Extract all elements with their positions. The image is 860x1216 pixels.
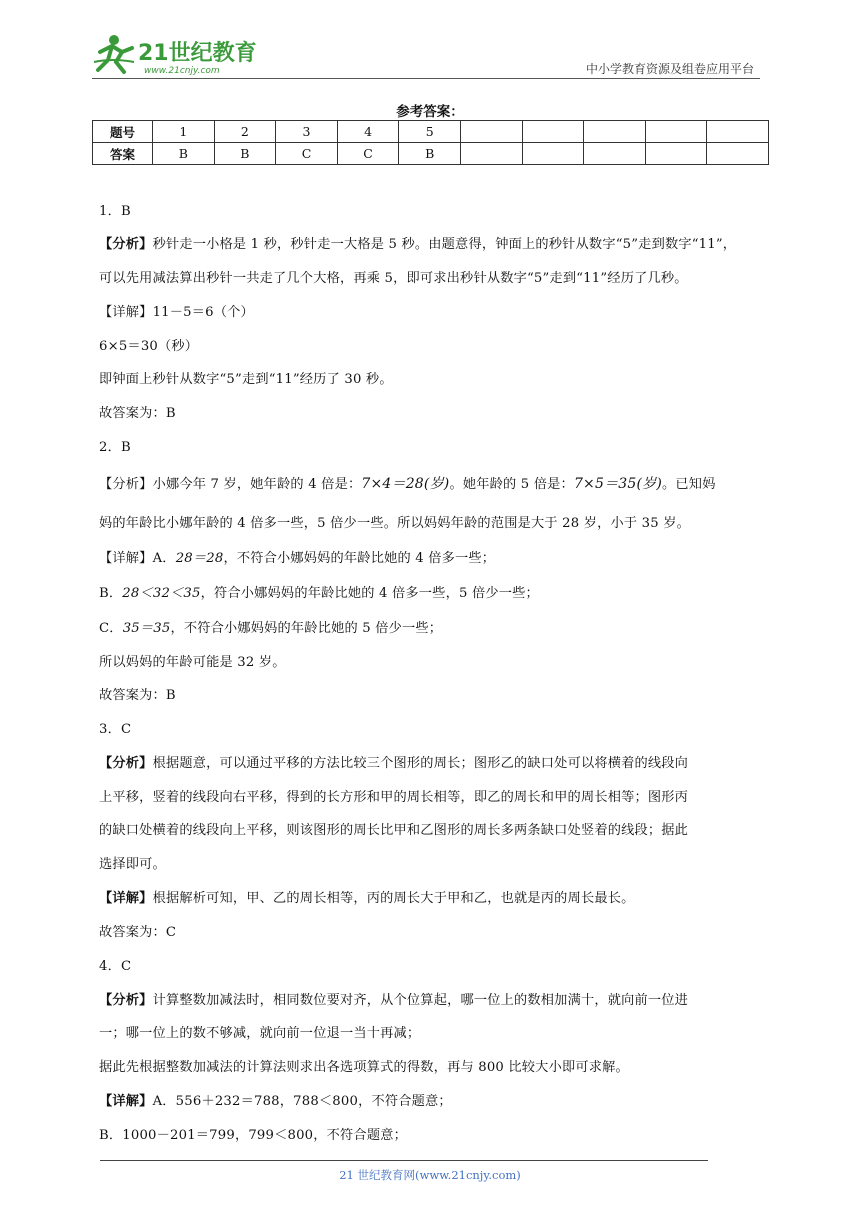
table-cell: [645, 121, 707, 143]
table-cell: [645, 143, 707, 165]
detail-text: A．556＋232＝788，788＜800，不符合题意；: [152, 1094, 452, 1109]
table-cell: B: [214, 143, 276, 165]
detail-tag: 【详解】: [99, 551, 153, 566]
row-label-answer: 答案: [93, 143, 153, 165]
q4-detail-line: [99, 1090, 452, 1109]
table-cell: [707, 121, 769, 143]
math-expression: 7×5＝35(岁): [573, 476, 663, 492]
q3-analysis-line-3: 的缺口处横着的线段向上平移，则该图形的周长比甲和乙图形的周长多两条缺口处竖着的线段；据此: [99, 823, 689, 838]
table-cell: [460, 121, 522, 143]
page-header: [92, 24, 760, 80]
math-expression: 28＝28: [175, 551, 224, 566]
detail-text: 根据解析可知，甲、乙的周长相等，丙的周长大于甲和乙，也就是丙的周长最长。: [152, 891, 635, 906]
q3-detail-line: [99, 887, 635, 906]
table-cell: [584, 121, 646, 143]
detail-text: ，符合小娜妈妈的年龄比她的 4 倍多一些，5 倍少一些；: [200, 586, 539, 601]
q2-detail-line-3: [99, 617, 442, 636]
table-cell: 1: [153, 121, 215, 143]
table-cell: C: [337, 143, 399, 165]
option-label: C．: [99, 621, 123, 636]
detail-text: 11－5＝6（个）: [152, 305, 254, 320]
analysis-text: 小娜今年 7 岁，她年龄的 4 倍是：: [152, 477, 362, 492]
q2-detail-line: [99, 547, 495, 566]
q3-analysis-line-4: 选择即可。: [99, 857, 166, 872]
q2-conclusion: 所以妈妈的年龄可能是 32 岁。: [99, 655, 286, 670]
analysis-text: 根据题意，可以通过平移的方法比较三个图形的周长；图形乙的缺口处可以将横着的线段向: [152, 756, 689, 771]
math-expression: 7×4＝28(岁): [361, 476, 450, 492]
q4-detail-line-2: B．1000－201＝799，799＜800，不符合题意；: [99, 1128, 407, 1143]
analysis-tag: 【分析】: [99, 756, 153, 771]
analysis-tag: 【分析】: [99, 237, 153, 252]
table-row: [93, 143, 769, 165]
q1-calc-line: 6×5＝30（秒）: [99, 339, 199, 354]
table-cell: 5: [399, 121, 461, 143]
logo-text: 21世纪教育: [138, 41, 257, 66]
q1-heading: 1．B: [99, 204, 131, 219]
option-label: A．: [152, 551, 176, 566]
analysis-text: 秒针走一小格是 1 秒，秒针走一大格是 5 秒。由题意得，钟面上的秒针从数字“5”走到数字“11”，: [152, 237, 737, 252]
platform-name: 中小学教育资源及组卷应用平台: [585, 62, 754, 76]
answer-table: [92, 120, 769, 165]
detail-text: ，不符合小娜妈妈的年龄比她的 5 倍少一些；: [170, 621, 443, 636]
q4-analysis-line: [99, 989, 688, 1008]
table-cell: C: [276, 143, 338, 165]
q1-analysis-line: [99, 233, 736, 252]
q2-detail-line-2: [99, 582, 539, 601]
q2-answer: 故答案为：B: [99, 688, 176, 703]
analysis-tag: 【分析】: [99, 477, 153, 492]
math-expression: 28＜32＜35: [122, 586, 201, 601]
table-cell: 2: [214, 121, 276, 143]
detail-tag: 【详解】: [99, 1094, 153, 1109]
header-divider: [92, 78, 760, 79]
analysis-tag: 【分析】: [99, 993, 153, 1008]
table-cell: B: [399, 143, 461, 165]
q1-answer: 故答案为：B: [99, 406, 176, 421]
q3-heading: 3．C: [99, 722, 132, 737]
q2-analysis-line: [99, 473, 716, 493]
table-cell: [522, 143, 584, 165]
q3-analysis-line-2: 上平移，竖着的线段向右平移，得到的长方形和甲的周长相等，即乙的周长和甲的周长相等；图形丙: [99, 790, 689, 805]
detail-text: ，不符合小娜妈妈的年龄比她的 4 倍多一些；: [223, 551, 496, 566]
q3-analysis-line: [99, 752, 688, 771]
footer-divider: [100, 1160, 708, 1161]
table-cell: 3: [276, 121, 338, 143]
table-cell: [460, 143, 522, 165]
analysis-text: 。已知妈: [662, 477, 716, 492]
footer-link[interactable]: 21 世纪教育网(www.21cnjy.com): [339, 1168, 521, 1182]
table-cell: [707, 143, 769, 165]
q2-heading: 2．B: [99, 440, 131, 455]
table-cell: [522, 121, 584, 143]
table-row: [93, 121, 769, 143]
site-logo: [92, 32, 272, 76]
q1-detail-line: [99, 301, 254, 320]
table-cell: 4: [337, 121, 399, 143]
q1-analysis-line-2: 可以先用减法算出秒针一共走了几个大格，再乘 5，即可求出秒针从数字“5”走到“11”经历了几秒。: [99, 271, 688, 286]
table-cell: B: [153, 143, 215, 165]
q4-analysis-line-2: 一；哪一位上的数不够减，就向前一位退一当十再减；: [99, 1026, 421, 1041]
q4-heading: 4．C: [99, 959, 132, 974]
logo-url: www.21cnjy.com: [144, 66, 220, 76]
detail-tag: 【详解】: [99, 891, 153, 906]
option-label: B．: [99, 586, 123, 601]
table-cell: [584, 143, 646, 165]
analysis-text: 。她年龄的 5 倍是：: [449, 477, 574, 492]
q2-analysis-line-2: 妈的年龄比小娜年龄的 4 倍多一些，5 倍少一些。所以妈妈年龄的范围是大于 28 岁，小于 35 岁。: [99, 516, 691, 531]
q4-analysis-line-3: 据此先根据整数加减法的计算法则求出各选项算式的得数，再与 800 比较大小即可求解。: [99, 1060, 629, 1075]
math-expression: 35＝35: [122, 621, 171, 636]
row-label-number: 题号: [93, 121, 153, 143]
detail-tag: 【详解】: [99, 305, 153, 320]
answer-table-title: 参考答案：: [396, 104, 464, 120]
analysis-text: 计算整数加减法时，相同数位要对齐，从个位算起，哪一位上的数相加满十，就向前一位进: [152, 993, 689, 1008]
q3-answer: 故答案为：C: [99, 925, 177, 940]
q1-conclusion: 即钟面上秒针从数字“5”走到“11”经历了 30 秒。: [99, 372, 393, 387]
